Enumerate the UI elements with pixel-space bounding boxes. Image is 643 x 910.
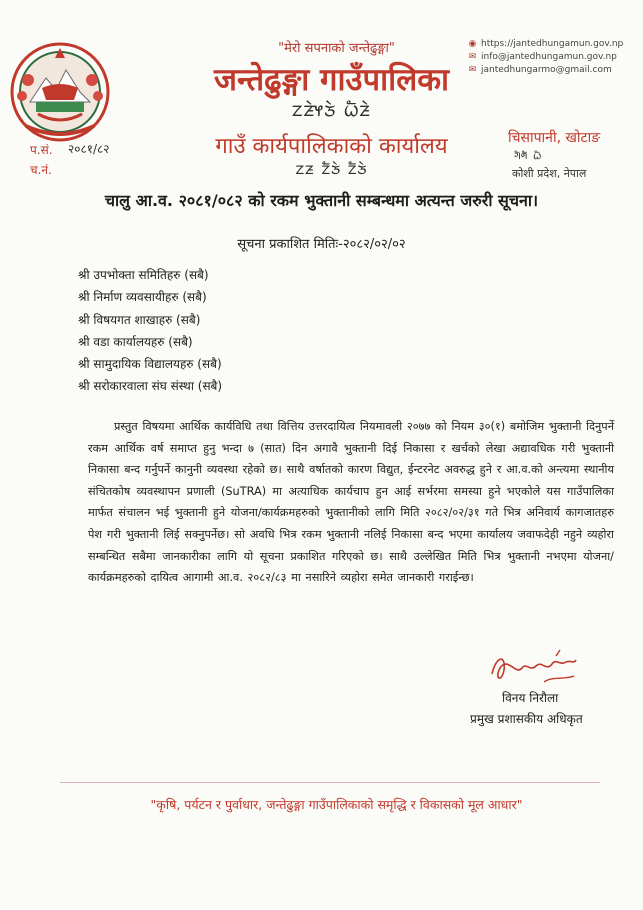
email-link-1[interactable]: info@jantedhungamun.gov.np: [481, 52, 617, 62]
email-row-1[interactable]: [468, 51, 623, 64]
ps-value: २०८१/८२: [68, 142, 110, 156]
contact-block: [468, 38, 623, 77]
header-slogan: "मेरो सपनाको जन्तेढुङ्गा": [278, 41, 395, 56]
website-row[interactable]: [468, 38, 623, 51]
cn-label: च.नं.: [30, 163, 52, 177]
office-subtitle-secondary-script: ᤁᤏ ᤁᤠᤍᤧ ᤁᤠᤍᤧ: [295, 158, 368, 179]
globe-icon: ◉: [468, 39, 477, 49]
email-link-2[interactable]: jantedhungarmo@gmail.com: [481, 65, 612, 75]
office-name-secondary-script: ᤁᤏᤧᤶᤍᤧ ᤐᤠᤏᤧ: [291, 97, 372, 122]
province-line: कोशी प्रदेश, नेपाल: [512, 167, 587, 180]
envelope-icon: ✉: [468, 65, 477, 75]
signer-name: विनय निरौला: [502, 691, 559, 705]
recipient-item: श्री विषयगत शाखाहरु (सबै): [78, 312, 201, 327]
office-subtitle: गाउँ कार्यपालिकाको कार्यालय: [215, 134, 448, 159]
recipient-item: श्री निर्माण व्यवसायीहरु (सबै): [78, 290, 207, 305]
published-date: सूचना प्रकाशित मितिः-२०८२/०२/०२: [237, 237, 406, 252]
website-link[interactable]: https://jantedhungamun.gov.np: [481, 39, 624, 49]
footer-motto: "कृषि, पर्यटन र पुर्वाधार, जन्तेढुङ्गा गाउँपालिकाको समृद्धि र विकासको मूल आधार": [150, 797, 523, 812]
signer-title: प्रमुख प्रशासकीय अधिकृत: [470, 712, 583, 726]
reference-labels: [30, 140, 53, 180]
recipient-item: श्री सामुदायिक विद्यालयहरु (सबै): [78, 357, 222, 372]
address-secondary-script: ᤆᤠᤛᤠ ᤐᤠ: [514, 148, 542, 162]
notice-body: प्रस्तुत विषयमा आर्थिक कार्यविधि तथा वित्तिय उत्तरदायित्व नियमावली २०७७ को नियम ३०(१) बमोजिम भुक्तानी दिनुपर्ने रकम आर्थिक वर्ष समाप्त हुनु भन्दा ७ (सात) दिन अगावै भुक्तानी दिई निकासा र खर्चको लेखा अद्यावधिक गरी भुक्तानी निकासा बन्द गर्नुपर्ने कानुनी व्यवस्था रहेको छ। साथै वर्षातको कारण विद्युत, ईन्टरनेट अवरुद्ध हुने र आ.व.को अन्त्यमा स्थानीय संचितकोष व्यवस्थापन प्रणाली (SuTRA) मा अत्याधिक कार्यचाप हुन आई सर्भरमा समस्या हुने भएकोले यस गाउँपालिका मार्फत संचालन भई भुक्तानी हुने योजना/कार्यक्रमहरुको भुक्तानीको लागि मिति २०८२/०२/३१ गते भित्र अनिवार्य कागजातहरु पेश गरी भुक्तानी लिई सक्नुपर्नेछ। सो अवधि भित्र रकम भुक्तानी नलिई निकासा बन्द भएमा कार्यालय जवाफदेही नहुने व्यहोरा सम्बन्धित सबैमा जानकारीका लागि यो सूचना प्रकाशित गरिएको छ। साथै उल्लेखित मिति भित्र भुक्तानी नभएमा योजना/कार्यक्रमहरुको दायित्व आगामी आ.व. २०८२/८३ मा नसारिने व्यहोरा समेत जानकारी गराईन्छ।: [88, 420, 614, 585]
envelope-icon: ✉: [468, 52, 477, 62]
recipient-item: श्री उपभोक्ता समितिहरु (सबै): [78, 268, 209, 282]
notice-title: चालु आ.व. २०८१/०८२ को रकम भुक्तानी सम्बन्धमा अत्यन्त जरुरी सूचना।: [104, 191, 539, 210]
ps-label: प.सं.: [30, 143, 53, 157]
address-line: चिसापानी, खोटाङ: [508, 130, 601, 146]
office-name: जन्तेढुङ्गा गाउँपालिका: [213, 62, 450, 98]
recipient-item: श्री वडा कार्यालयहरु (सबै): [78, 334, 193, 349]
recipient-list: [78, 264, 222, 398]
email-row-2[interactable]: [468, 64, 623, 77]
footer-divider: [60, 782, 600, 783]
recipient-item: श्री सरोकारवाला संघ संस्था (सबै): [78, 379, 223, 394]
